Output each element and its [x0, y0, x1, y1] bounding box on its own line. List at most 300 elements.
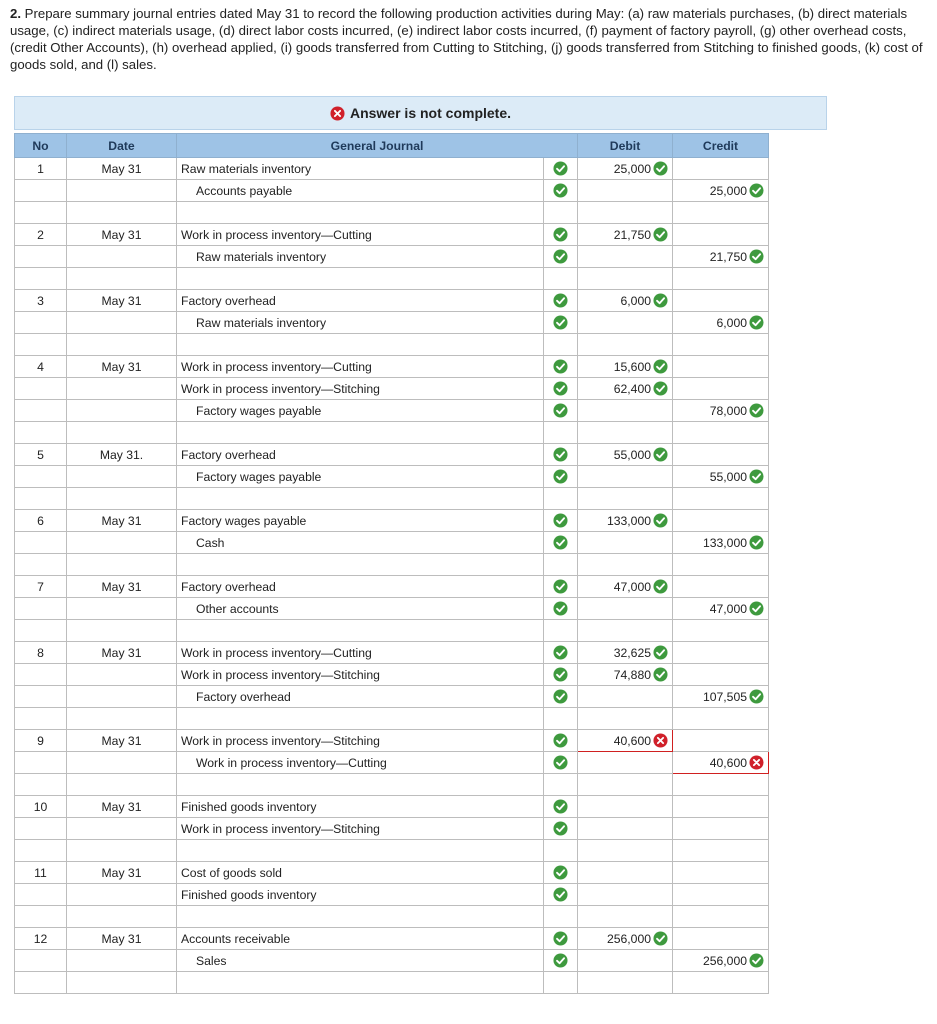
status-blank — [544, 620, 578, 642]
credit-amount-input[interactable] — [673, 246, 769, 268]
check-circle-icon — [653, 293, 668, 308]
blank-row — [15, 972, 769, 994]
account-select[interactable]: Factory overhead — [177, 290, 544, 312]
account-status — [544, 180, 578, 202]
journal-line-row — [15, 444, 769, 466]
account-status — [544, 158, 578, 180]
check-circle-icon — [749, 183, 764, 198]
entry-number-blank — [15, 202, 67, 224]
account-status — [544, 312, 578, 334]
entry-date-input[interactable] — [67, 664, 177, 686]
check-circle-icon — [553, 953, 568, 968]
entry-number — [15, 378, 67, 400]
entry-number — [15, 246, 67, 268]
entry-number — [15, 950, 67, 972]
check-circle-icon — [553, 667, 568, 682]
account-status — [544, 752, 578, 774]
check-circle-icon — [653, 161, 668, 176]
debit-amount-input[interactable] — [578, 730, 673, 752]
account-select[interactable]: Raw materials inventory — [177, 158, 544, 180]
credit-blank[interactable] — [673, 422, 769, 444]
entry-number — [15, 180, 67, 202]
entry-date-input[interactable]: May 31. — [67, 444, 177, 466]
entry-date-input[interactable] — [67, 752, 177, 774]
account-status — [544, 686, 578, 708]
credit-blank[interactable] — [673, 708, 769, 730]
debit-blank[interactable] — [578, 840, 673, 862]
credit-blank[interactable] — [673, 906, 769, 928]
question-body: Prepare summary journal entries dated May 31 to record the following production activities during May: (a) raw materials purchases, (b) direct materials usage, (c) indirect materials usage, (d) direct labor costs incurred, (e) indirect labor costs incurred, (f) payment of factory payroll, (g) other overhead costs, (credit Other Accounts), (h) overhead applied, (i) goods transferred from Cutting to Stitching, (j) goods transferred from Stitching to finished goods, (k) cost of goods sold, and (l) sales. — [10, 6, 923, 72]
check-circle-icon — [553, 535, 568, 550]
account-select[interactable]: Work in process inventory—Cutting — [177, 752, 544, 774]
debit-amount-input[interactable] — [578, 928, 673, 950]
credit-amount-input[interactable] — [673, 686, 769, 708]
debit-blank[interactable] — [578, 774, 673, 796]
credit-amount-value: 256,000 — [702, 953, 748, 968]
debit-amount-input[interactable] — [578, 686, 673, 708]
debit-amount-input[interactable] — [578, 950, 673, 972]
debit-blank[interactable] — [578, 906, 673, 928]
check-circle-icon — [653, 359, 668, 374]
journal-line-row — [15, 400, 769, 422]
status-blank — [544, 488, 578, 510]
debit-amount-input[interactable] — [578, 752, 673, 774]
debit-amount-value: 6,000 — [620, 293, 652, 308]
credit-blank[interactable] — [673, 840, 769, 862]
check-circle-icon — [653, 645, 668, 660]
check-circle-icon — [553, 249, 568, 264]
credit-amount-input[interactable] — [673, 224, 769, 246]
credit-amount-input[interactable] — [673, 356, 769, 378]
debit-amount-value: 62,400 — [613, 381, 652, 396]
debit-amount-input[interactable] — [578, 796, 673, 818]
credit-amount-value: 47,000 — [709, 601, 748, 616]
check-circle-icon — [653, 381, 668, 396]
entry-date-input[interactable]: May 31 — [67, 290, 177, 312]
debit-blank[interactable] — [578, 334, 673, 356]
entry-number-blank — [15, 840, 67, 862]
account-status — [544, 818, 578, 840]
status-blank — [544, 202, 578, 224]
credit-amount-value: 55,000 — [709, 469, 748, 484]
account-status — [544, 400, 578, 422]
account-status — [544, 378, 578, 400]
account-select[interactable]: Accounts receivable — [177, 928, 544, 950]
entry-number — [15, 312, 67, 334]
blank-row — [15, 202, 769, 224]
status-blank — [544, 422, 578, 444]
credit-amount-value: 6,000 — [716, 315, 748, 330]
account-blank[interactable] — [177, 620, 544, 642]
account-blank[interactable] — [177, 268, 544, 290]
entry-date-input[interactable]: May 31 — [67, 510, 177, 532]
account-select[interactable]: Finished goods inventory — [177, 796, 544, 818]
account-select[interactable]: Work in process inventory—Stitching — [177, 818, 544, 840]
entry-date-input[interactable] — [67, 466, 177, 488]
credit-blank[interactable] — [673, 774, 769, 796]
check-circle-icon — [553, 689, 568, 704]
credit-amount-input[interactable] — [673, 576, 769, 598]
account-blank[interactable] — [177, 774, 544, 796]
check-circle-icon — [553, 315, 568, 330]
blank-row — [15, 906, 769, 928]
credit-amount-value: 107,505 — [702, 689, 748, 704]
debit-amount-input[interactable] — [578, 466, 673, 488]
entry-number — [15, 466, 67, 488]
answer-status-banner — [14, 96, 827, 130]
journal-line-row — [15, 884, 769, 906]
check-circle-icon — [749, 403, 764, 418]
check-circle-icon — [553, 821, 568, 836]
blank-row — [15, 268, 769, 290]
debit-amount-input[interactable] — [578, 576, 673, 598]
account-status — [544, 928, 578, 950]
col-header-credit: Credit — [673, 134, 769, 158]
entry-date-blank[interactable] — [67, 972, 177, 994]
account-select[interactable]: Accounts payable — [177, 180, 544, 202]
entry-number-blank — [15, 972, 67, 994]
entry-date-input[interactable] — [67, 598, 177, 620]
entry-date-input[interactable] — [67, 400, 177, 422]
journal-line-row — [15, 576, 769, 598]
entry-number: 2 — [15, 224, 67, 246]
entry-date-input[interactable] — [67, 378, 177, 400]
debit-blank[interactable] — [578, 202, 673, 224]
credit-blank[interactable] — [673, 268, 769, 290]
credit-amount-input[interactable] — [673, 950, 769, 972]
entry-date-blank[interactable] — [67, 774, 177, 796]
journal-line-row — [15, 730, 769, 752]
credit-amount-value: 133,000 — [702, 535, 748, 550]
account-status — [544, 664, 578, 686]
account-blank[interactable] — [177, 488, 544, 510]
account-status — [544, 290, 578, 312]
check-circle-icon — [653, 931, 668, 946]
account-status — [544, 884, 578, 906]
status-blank — [544, 840, 578, 862]
account-select[interactable]: Work in process inventory—Stitching — [177, 664, 544, 686]
journal-line-row — [15, 510, 769, 532]
journal-line-row — [15, 796, 769, 818]
col-header-date: Date — [67, 134, 177, 158]
entry-date-input[interactable]: May 31 — [67, 730, 177, 752]
credit-amount-input[interactable] — [673, 444, 769, 466]
debit-amount-input[interactable] — [578, 664, 673, 686]
entry-number: 4 — [15, 356, 67, 378]
debit-amount-input[interactable] — [578, 312, 673, 334]
debit-amount-input[interactable] — [578, 642, 673, 664]
account-blank[interactable] — [177, 840, 544, 862]
journal-line-row — [15, 752, 769, 774]
check-circle-icon — [553, 227, 568, 242]
credit-amount-input[interactable] — [673, 510, 769, 532]
entry-date-blank[interactable] — [67, 488, 177, 510]
journal-line-row — [15, 180, 769, 202]
debit-amount-value: 74,880 — [613, 667, 652, 682]
account-status — [544, 246, 578, 268]
credit-amount-input[interactable] — [673, 532, 769, 554]
debit-amount-input[interactable] — [578, 224, 673, 246]
entry-number: 12 — [15, 928, 67, 950]
entry-date-blank[interactable] — [67, 906, 177, 928]
debit-amount-input[interactable] — [578, 818, 673, 840]
debit-amount-value: 15,600 — [613, 359, 652, 374]
credit-amount-input[interactable] — [673, 730, 769, 752]
entry-number: 1 — [15, 158, 67, 180]
check-circle-icon — [553, 183, 568, 198]
account-status — [544, 730, 578, 752]
debit-blank[interactable] — [578, 268, 673, 290]
credit-blank[interactable] — [673, 554, 769, 576]
entry-date-input[interactable] — [67, 532, 177, 554]
entry-date-input[interactable]: May 31 — [67, 158, 177, 180]
account-status — [544, 356, 578, 378]
account-select[interactable]: Sales — [177, 950, 544, 972]
account-status — [544, 950, 578, 972]
journal-line-row — [15, 664, 769, 686]
account-status — [544, 642, 578, 664]
entry-number — [15, 664, 67, 686]
debit-amount-value: 256,000 — [606, 931, 652, 946]
account-select[interactable]: Raw materials inventory — [177, 246, 544, 268]
credit-amount-input[interactable] — [673, 400, 769, 422]
check-circle-icon — [553, 799, 568, 814]
entry-number-blank — [15, 774, 67, 796]
entry-date-blank[interactable] — [67, 554, 177, 576]
credit-blank[interactable] — [673, 334, 769, 356]
journal-line-row — [15, 224, 769, 246]
check-circle-icon — [653, 579, 668, 594]
entry-number — [15, 400, 67, 422]
entry-number-blank — [15, 488, 67, 510]
credit-amount-input[interactable] — [673, 862, 769, 884]
check-circle-icon — [553, 931, 568, 946]
debit-amount-input[interactable] — [578, 290, 673, 312]
credit-amount-input[interactable] — [673, 158, 769, 180]
debit-amount-input[interactable] — [578, 884, 673, 906]
credit-amount-value: 78,000 — [709, 403, 748, 418]
journal-line-row — [15, 532, 769, 554]
account-blank[interactable] — [177, 708, 544, 730]
journal-line-row — [15, 356, 769, 378]
entry-date-blank[interactable] — [67, 202, 177, 224]
journal-line-row — [15, 950, 769, 972]
account-select[interactable]: Raw materials inventory — [177, 312, 544, 334]
check-circle-icon — [553, 579, 568, 594]
status-blank — [544, 554, 578, 576]
debit-blank[interactable] — [578, 972, 673, 994]
account-status — [544, 576, 578, 598]
entry-date-input[interactable] — [67, 950, 177, 972]
entry-date-input[interactable] — [67, 246, 177, 268]
banner-text: Answer is not complete. — [349, 105, 512, 121]
credit-amount-input[interactable] — [673, 598, 769, 620]
credit-amount-input[interactable] — [673, 378, 769, 400]
account-select[interactable]: Factory wages payable — [177, 466, 544, 488]
check-circle-icon — [749, 689, 764, 704]
account-blank[interactable] — [177, 554, 544, 576]
x-circle-icon — [749, 755, 764, 770]
entry-date-input[interactable]: May 31 — [67, 576, 177, 598]
account-blank[interactable] — [177, 972, 544, 994]
blank-row — [15, 774, 769, 796]
debit-amount-value: 40,600 — [613, 733, 652, 748]
debit-blank[interactable] — [578, 422, 673, 444]
entry-number-blank — [15, 620, 67, 642]
entry-number: 5 — [15, 444, 67, 466]
entry-number — [15, 818, 67, 840]
entry-date-input[interactable] — [67, 686, 177, 708]
account-select[interactable]: Factory overhead — [177, 686, 544, 708]
check-circle-icon — [553, 865, 568, 880]
entry-date-input[interactable]: May 31 — [67, 224, 177, 246]
entry-number-blank — [15, 708, 67, 730]
credit-amount-value: 21,750 — [709, 249, 748, 264]
entry-date-input[interactable]: May 31 — [67, 642, 177, 664]
entry-date-blank[interactable] — [67, 422, 177, 444]
account-select[interactable]: Work in process inventory—Cutting — [177, 356, 544, 378]
col-header-debit: Debit — [578, 134, 673, 158]
credit-blank[interactable] — [673, 202, 769, 224]
entry-date-blank[interactable] — [67, 620, 177, 642]
check-circle-icon — [553, 887, 568, 902]
entry-number: 9 — [15, 730, 67, 752]
credit-amount-input[interactable] — [673, 466, 769, 488]
account-select[interactable]: Other accounts — [177, 598, 544, 620]
journal-line-row — [15, 158, 769, 180]
check-circle-icon — [553, 359, 568, 374]
credit-amount-input[interactable] — [673, 752, 769, 774]
journal-line-row — [15, 466, 769, 488]
credit-amount-input[interactable] — [673, 796, 769, 818]
entry-number: 8 — [15, 642, 67, 664]
credit-amount-input[interactable] — [673, 642, 769, 664]
entry-date-blank[interactable] — [67, 708, 177, 730]
blank-row — [15, 554, 769, 576]
credit-blank[interactable] — [673, 488, 769, 510]
entry-date-input[interactable]: May 31 — [67, 862, 177, 884]
account-select[interactable]: Work in process inventory—Stitching — [177, 730, 544, 752]
entry-date-input[interactable]: May 31 — [67, 356, 177, 378]
account-status — [544, 510, 578, 532]
account-status — [544, 598, 578, 620]
debit-amount-input[interactable] — [578, 598, 673, 620]
blank-row — [15, 334, 769, 356]
journal-line-row — [15, 378, 769, 400]
credit-amount-input[interactable] — [673, 290, 769, 312]
account-blank[interactable] — [177, 334, 544, 356]
credit-amount-input[interactable] — [673, 884, 769, 906]
check-circle-icon — [749, 953, 764, 968]
entry-number-blank — [15, 906, 67, 928]
debit-blank[interactable] — [578, 488, 673, 510]
debit-amount-value: 47,000 — [613, 579, 652, 594]
entry-number: 6 — [15, 510, 67, 532]
credit-amount-input[interactable] — [673, 664, 769, 686]
check-circle-icon — [553, 381, 568, 396]
status-blank — [544, 774, 578, 796]
account-select[interactable]: Work in process inventory—Stitching — [177, 378, 544, 400]
account-select[interactable]: Factory wages payable — [177, 510, 544, 532]
entry-date-input[interactable] — [67, 818, 177, 840]
journal-line-row — [15, 862, 769, 884]
credit-blank[interactable] — [673, 620, 769, 642]
account-status — [544, 224, 578, 246]
debit-blank[interactable] — [578, 708, 673, 730]
credit-amount-input[interactable] — [673, 928, 769, 950]
credit-amount-value: 40,600 — [709, 755, 748, 770]
entry-number-blank — [15, 268, 67, 290]
entry-number: 11 — [15, 862, 67, 884]
debit-amount-input[interactable] — [578, 246, 673, 268]
status-blank — [544, 334, 578, 356]
entry-date-blank[interactable] — [67, 268, 177, 290]
account-select[interactable]: Cost of goods sold — [177, 862, 544, 884]
blank-row — [15, 620, 769, 642]
journal-line-row — [15, 818, 769, 840]
entry-date-blank[interactable] — [67, 334, 177, 356]
entry-date-input[interactable]: May 31 — [67, 796, 177, 818]
debit-amount-input[interactable] — [578, 180, 673, 202]
check-circle-icon — [749, 249, 764, 264]
account-select[interactable]: Factory overhead — [177, 444, 544, 466]
credit-blank[interactable] — [673, 972, 769, 994]
entry-number — [15, 884, 67, 906]
account-select[interactable]: Finished goods inventory — [177, 884, 544, 906]
blank-row — [15, 488, 769, 510]
debit-amount-input[interactable] — [578, 444, 673, 466]
account-select[interactable]: Work in process inventory—Cutting — [177, 642, 544, 664]
entry-number — [15, 532, 67, 554]
account-select[interactable]: Factory wages payable — [177, 400, 544, 422]
debit-amount-input[interactable] — [578, 400, 673, 422]
entry-date-input[interactable] — [67, 180, 177, 202]
debit-blank[interactable] — [578, 620, 673, 642]
check-circle-icon — [553, 645, 568, 660]
debit-amount-input[interactable] — [578, 510, 673, 532]
question-text — [10, 5, 930, 73]
account-select[interactable]: Cash — [177, 532, 544, 554]
debit-blank[interactable] — [578, 554, 673, 576]
entry-date-input[interactable]: May 31 — [67, 928, 177, 950]
credit-amount-input[interactable] — [673, 180, 769, 202]
credit-amount-input[interactable] — [673, 818, 769, 840]
entry-number — [15, 752, 67, 774]
entry-number-blank — [15, 334, 67, 356]
entry-number — [15, 686, 67, 708]
blank-row — [15, 840, 769, 862]
check-circle-icon — [553, 601, 568, 616]
entry-date-input[interactable] — [67, 884, 177, 906]
status-blank — [544, 708, 578, 730]
debit-amount-input[interactable] — [578, 862, 673, 884]
debit-amount-input[interactable] — [578, 356, 673, 378]
entry-date-blank[interactable] — [67, 840, 177, 862]
check-circle-icon — [749, 535, 764, 550]
credit-amount-input[interactable] — [673, 312, 769, 334]
debit-amount-value: 55,000 — [613, 447, 652, 462]
account-blank[interactable] — [177, 906, 544, 928]
debit-amount-input[interactable] — [578, 378, 673, 400]
account-blank[interactable] — [177, 202, 544, 224]
debit-amount-input[interactable] — [578, 158, 673, 180]
account-select[interactable]: Factory overhead — [177, 576, 544, 598]
check-circle-icon — [653, 447, 668, 462]
debit-amount-input[interactable] — [578, 532, 673, 554]
account-select[interactable]: Work in process inventory—Cutting — [177, 224, 544, 246]
account-blank[interactable] — [177, 422, 544, 444]
entry-date-input[interactable] — [67, 312, 177, 334]
